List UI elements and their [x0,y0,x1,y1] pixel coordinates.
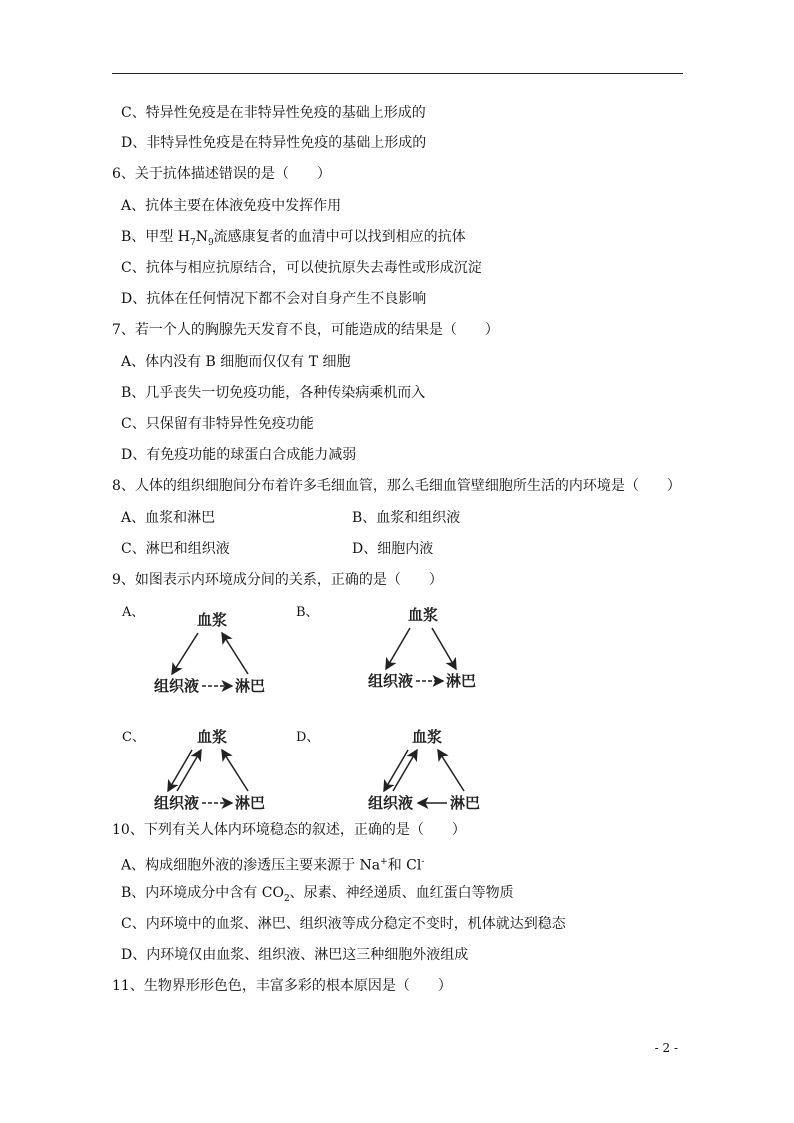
q10-stem: 10、下列有关人体内环境稳态的叙述，正确的是（ ） [112,822,466,838]
q11-stem: 11、生物界形形色色，丰富多彩的根本原因是（ ） [112,978,452,994]
q5-option-c: C、特异性免疫是在非特异性免疫的基础上形成的 [121,105,426,121]
node-lymph: 淋巴 [450,794,481,812]
header-rule [112,73,683,74]
arrow-plasma-to-tissue [172,633,198,674]
q9-label-a: A、 [122,605,145,620]
node-tissue-fluid: 组织液 [368,672,414,690]
q8-option-a: A、血浆和淋巴 [121,510,216,526]
q6-option-b: B、甲型 $H_7N_9$流感康复者的血清中可以找到相应的抗体 [121,229,466,248]
node-tissue-fluid: 组织液 [154,794,200,812]
q6-option-c: C、抗体与相应抗原结合，可以使抗原失去毒性或形成沉淀 [121,260,482,276]
node-plasma: 血浆 [412,728,443,746]
node-tissue-fluid: 组织液 [154,677,200,695]
arrow-plasma-to-lymph [432,628,456,669]
q9-diagram-b [366,600,496,695]
q5-option-d: D、非特异性免疫是在特异性免疫的基础上形成的 [121,135,427,151]
node-lymph: 淋巴 [235,794,266,812]
q9-label-c: C、 [122,730,145,745]
q8-option-d: D、细胞内液 [352,541,434,557]
arrow-lymph-to-plasma [222,750,248,791]
q9-diagram-a [150,605,280,700]
q10-option-c: C、内环境中的血浆、淋巴、组织液等成分稳定不变时，机体就达到稳态 [121,916,566,932]
node-lymph: 淋巴 [446,672,477,690]
node-plasma: 血浆 [197,728,228,746]
q7-option-d: D、有免疫功能的球蛋白合成能力减弱 [121,447,357,463]
q9-diagram-d [366,722,496,817]
q6-option-a: A、抗体主要在体液免疫中发挥作用 [121,198,342,214]
arrow-lymph-to-plasma [222,633,248,674]
node-plasma: 血浆 [197,611,228,629]
q9-stem: 9、如图表示内环境成分间的关系，正确的是（ ） [112,572,443,588]
q7-option-b: B、几乎丧失一切免疫功能，各种传染病乘机而入 [121,385,426,401]
q9-label-d: D、 [296,730,320,745]
q10-option-a: A、构成细胞外液的渗透压主要来源于 Na+和 Cl- [121,857,425,874]
node-plasma: 血浆 [408,606,439,624]
q7-option-c: C、只保留有非特异性免疫功能 [121,416,314,432]
q8-option-c: C、淋巴和组织液 [121,541,230,557]
node-lymph: 淋巴 [235,677,266,695]
q6-option-d: D、抗体在任何情况下都不会对自身产生不良影响 [121,291,427,307]
q8-stem: 8、人体的组织细胞间分布着许多毛细血管，那么毛细血管壁细胞所生活的内环境是（ ） [112,478,681,494]
q6-stem: 6、关于抗体描述错误的是（ ） [112,166,331,182]
q9-diagram-c [150,722,280,817]
q10-option-d: D、内环境仅由血浆、组织液、淋巴这三种细胞外液组成 [121,947,469,963]
page-number: - 2 - [654,1041,678,1055]
arrow-plasma-to-tissue [386,628,410,669]
q7-option-a: A、体内没有 B 细胞而仅仅有 T 细胞 [121,354,351,370]
q8-option-b: B、血浆和组织液 [352,510,461,526]
q7-stem: 7、若一个人的胸腺先天发育不良，可能造成的结果是（ ） [112,322,499,338]
arrow-lymph-to-plasma [438,750,464,791]
q9-label-b: B、 [296,605,319,620]
node-tissue-fluid: 组织液 [368,794,414,812]
q10-option-b: B、内环境成分中含有 $CO_2$、尿素、神经递质、血红蛋白等物质 [121,885,514,904]
